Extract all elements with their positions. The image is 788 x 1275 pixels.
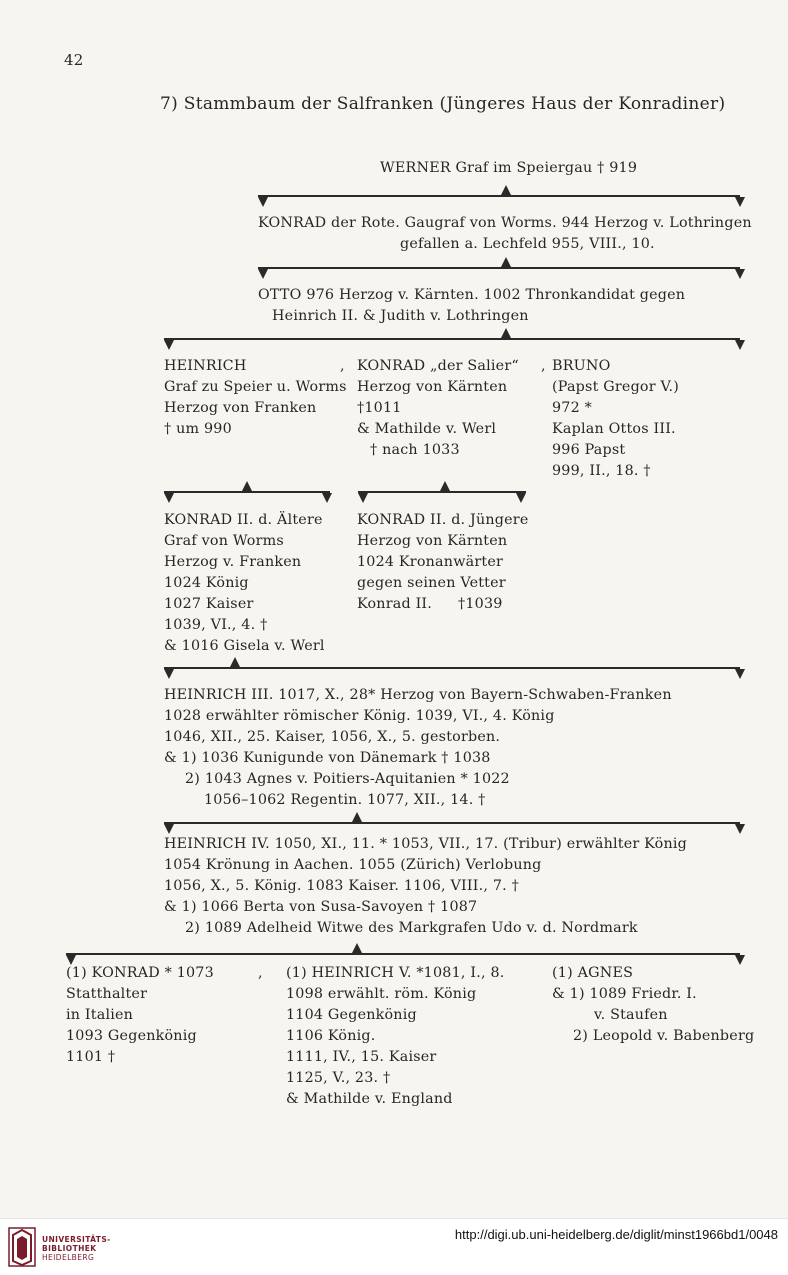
agnes-line: 2) Leopold v. Babenberg (573, 1028, 755, 1044)
arrow-up-center-7 (352, 943, 362, 953)
heinrich-v-line: 1098 erwählt. röm. König (286, 986, 477, 1002)
arrow-up-4a (242, 481, 252, 491)
arrow-down-right-6 (735, 824, 745, 834)
footer-bar (0, 1218, 788, 1275)
heinrich-v-line: 1125, V., 23. † (286, 1070, 391, 1086)
konrad-aeltere-line: 1024 König (164, 575, 249, 591)
logo-text-line2: BIBLIOTHEK (42, 1244, 97, 1253)
konrad-aeltere-line: KONRAD II. d. Ältere (164, 512, 323, 528)
arrow-down-right-1 (735, 197, 745, 207)
connector-line-1 (258, 195, 740, 197)
logo-text-line3: HEIDELBERG (42, 1253, 95, 1262)
arrow-down-right-3 (735, 340, 745, 350)
connector-line-3 (164, 338, 740, 340)
agnes-line: v. Staufen (594, 1007, 668, 1023)
konrad-juengere-line: gegen seinen Vetter (357, 575, 506, 591)
sibling-separator: , (258, 965, 263, 981)
arrow-down-left-6 (164, 824, 174, 834)
arrow-up-center-2 (501, 257, 511, 267)
heinrich-v-line: (1) HEINRICH V. *1081, I., 8. (286, 965, 505, 981)
bruno-line: 996 Papst (552, 442, 626, 458)
konrad-salier-line: Herzog von Kärnten (357, 379, 508, 395)
heinrich-iii-line: 1056–1062 Regentin. 1077, XII., 14. † (204, 792, 486, 808)
arrow-up-4b (440, 481, 450, 491)
heinrich-iii-line: 2) 1043 Agnes v. Poitiers-Aquitanien * 1022 (185, 771, 510, 787)
konrad-aeltere-line: 1039, VI., 4. † (164, 617, 268, 633)
arrow-down-left-2 (258, 269, 268, 279)
bruno-line: 999, II., 18. † (552, 463, 651, 479)
page-number: 42 (64, 51, 84, 69)
arrow-up-center-3 (501, 328, 511, 338)
arrow-down-4b-left (358, 493, 368, 503)
connector-line-5 (164, 667, 740, 669)
heinrich-graf-line: † um 990 (164, 421, 232, 437)
bruno-line: Kaplan Ottos III. (552, 421, 676, 437)
konrad-1073-line: 1101 † (66, 1049, 116, 1065)
arrow-down-left-3 (164, 340, 174, 350)
konrad-juengere-line: Konrad II. (357, 596, 433, 612)
konrad-aeltere-line: Graf von Worms (164, 533, 284, 549)
heinrich-v-line: 1104 Gegenkönig (286, 1007, 417, 1023)
connector-line-7 (66, 953, 740, 955)
otto-line1: OTTO 976 Herzog v. Kärnten. 1002 Thronkandidat gegen (258, 287, 686, 303)
library-logo-icon (8, 1227, 36, 1267)
konrad-juengere-line: †1039 (458, 596, 503, 612)
otto-line2: Heinrich II. & Judith v. Lothringen (272, 308, 529, 324)
bruno-line: (Papst Gregor V.) (552, 379, 680, 395)
konrad-juengere-line: 1024 Kronanwärter (357, 554, 504, 570)
connector-line-6 (164, 822, 740, 824)
konrad-salier-line: & Mathilde v. Werl (357, 421, 497, 437)
sibling-separator: , (541, 358, 546, 374)
page-title: 7) Stammbaum der Salfranken (Jüngeres Haus der Konradiner) (160, 94, 726, 114)
konrad-salier-line: KONRAD „der Salier“ (357, 358, 519, 374)
arrow-down-4a-right (322, 493, 332, 503)
konrad-1073-line: 1093 Gegenkönig (66, 1028, 197, 1044)
agnes-line: & 1) 1089 Friedr. I. (552, 986, 697, 1002)
bruno-line: BRUNO (552, 358, 611, 374)
sibling-separator: , (340, 358, 345, 374)
konrad-salier-line: † nach 1033 (370, 442, 460, 458)
arrow-down-4a-left (164, 493, 174, 503)
heinrich-graf-line: Herzog von Franken (164, 400, 317, 416)
heinrich-iii-line: HEINRICH III. 1017, X., 28* Herzog von Bayern-Schwaben-Franken (164, 687, 672, 703)
heinrich-iv-line: 1056, X., 5. König. 1083 Kaiser. 1106, VIII., 7. † (164, 878, 519, 894)
konrad-rote-line2: gefallen a. Lechfeld 955, VIII., 10. (400, 236, 655, 252)
arrow-down-left-1 (258, 197, 268, 207)
arrow-down-right-5 (735, 669, 745, 679)
heinrich-iv-line: 1054 Krönung in Aachen. 1055 (Zürich) Verlobung (164, 857, 542, 873)
heinrich-iv-line: 2) 1089 Adelheid Witwe des Markgrafen Udo v. d. Nordmark (185, 920, 638, 936)
heinrich-graf-line: HEINRICH (164, 358, 247, 374)
konrad-1073-line: (1) KONRAD * 1073 (66, 965, 214, 981)
heinrich-iv-line: & 1) 1066 Berta von Susa-Savoyen † 1087 (164, 899, 478, 915)
connector-line-4b (358, 491, 526, 493)
source-url-link[interactable]: http://digi.ub.uni-heidelberg.de/diglit/minst1966bd1/0048 (454, 1227, 778, 1242)
arrow-down-right-2 (735, 269, 745, 279)
heinrich-graf-line: Graf zu Speier u. Worms (164, 379, 347, 395)
konrad-1073-line: Statthalter (66, 986, 148, 1002)
arrow-down-right-7 (735, 955, 745, 965)
heinrich-v-line: 1111, IV., 15. Kaiser (286, 1049, 437, 1065)
heinrich-v-line: & Mathilde v. England (286, 1091, 453, 1107)
heinrich-iii-line: 1046, XII., 25. Kaiser, 1056, X., 5. gestorben. (164, 729, 501, 745)
konrad-1073-line: in Italien (66, 1007, 134, 1023)
connector-line-2 (258, 267, 740, 269)
heinrich-iv-line: HEINRICH IV. 1050, XI., 11. * 1053, VII., 17. (Tribur) erwählter König (164, 836, 687, 852)
heinrich-iii-line: & 1) 1036 Kunigunde von Dänemark † 1038 (164, 750, 491, 766)
arrow-down-4b-right (516, 493, 526, 503)
heinrich-iii-line: 1028 erwählter römischer König. 1039, VI., 4. König (164, 708, 555, 724)
arrow-up-center-1 (501, 185, 511, 195)
werner-entry: WERNER Graf im Speiergau † 919 (380, 160, 638, 176)
konrad-rote-line1: KONRAD der Rote. Gaugraf von Worms. 944 Herzog v. Lothringen (258, 215, 752, 231)
connector-line-4a (164, 491, 330, 493)
konrad-juengere-line: Herzog von Kärnten (357, 533, 508, 549)
konrad-aeltere-line: Herzog v. Franken (164, 554, 302, 570)
konrad-aeltere-line: 1027 Kaiser (164, 596, 254, 612)
heinrich-v-line: 1106 König. (286, 1028, 376, 1044)
agnes-line: (1) AGNES (552, 965, 634, 981)
konrad-juengere-line: KONRAD II. d. Jüngere (357, 512, 529, 528)
arrow-up-center-6 (352, 812, 362, 822)
konrad-salier-line: †1011 (357, 400, 402, 416)
konrad-aeltere-line: & 1016 Gisela v. Werl (164, 638, 325, 654)
arrow-down-left-5 (164, 669, 174, 679)
arrow-up-center-5 (230, 657, 240, 667)
bruno-line: 972 * (552, 400, 592, 416)
logo-text-line1: UNIVERSITÄTS- (42, 1235, 111, 1244)
